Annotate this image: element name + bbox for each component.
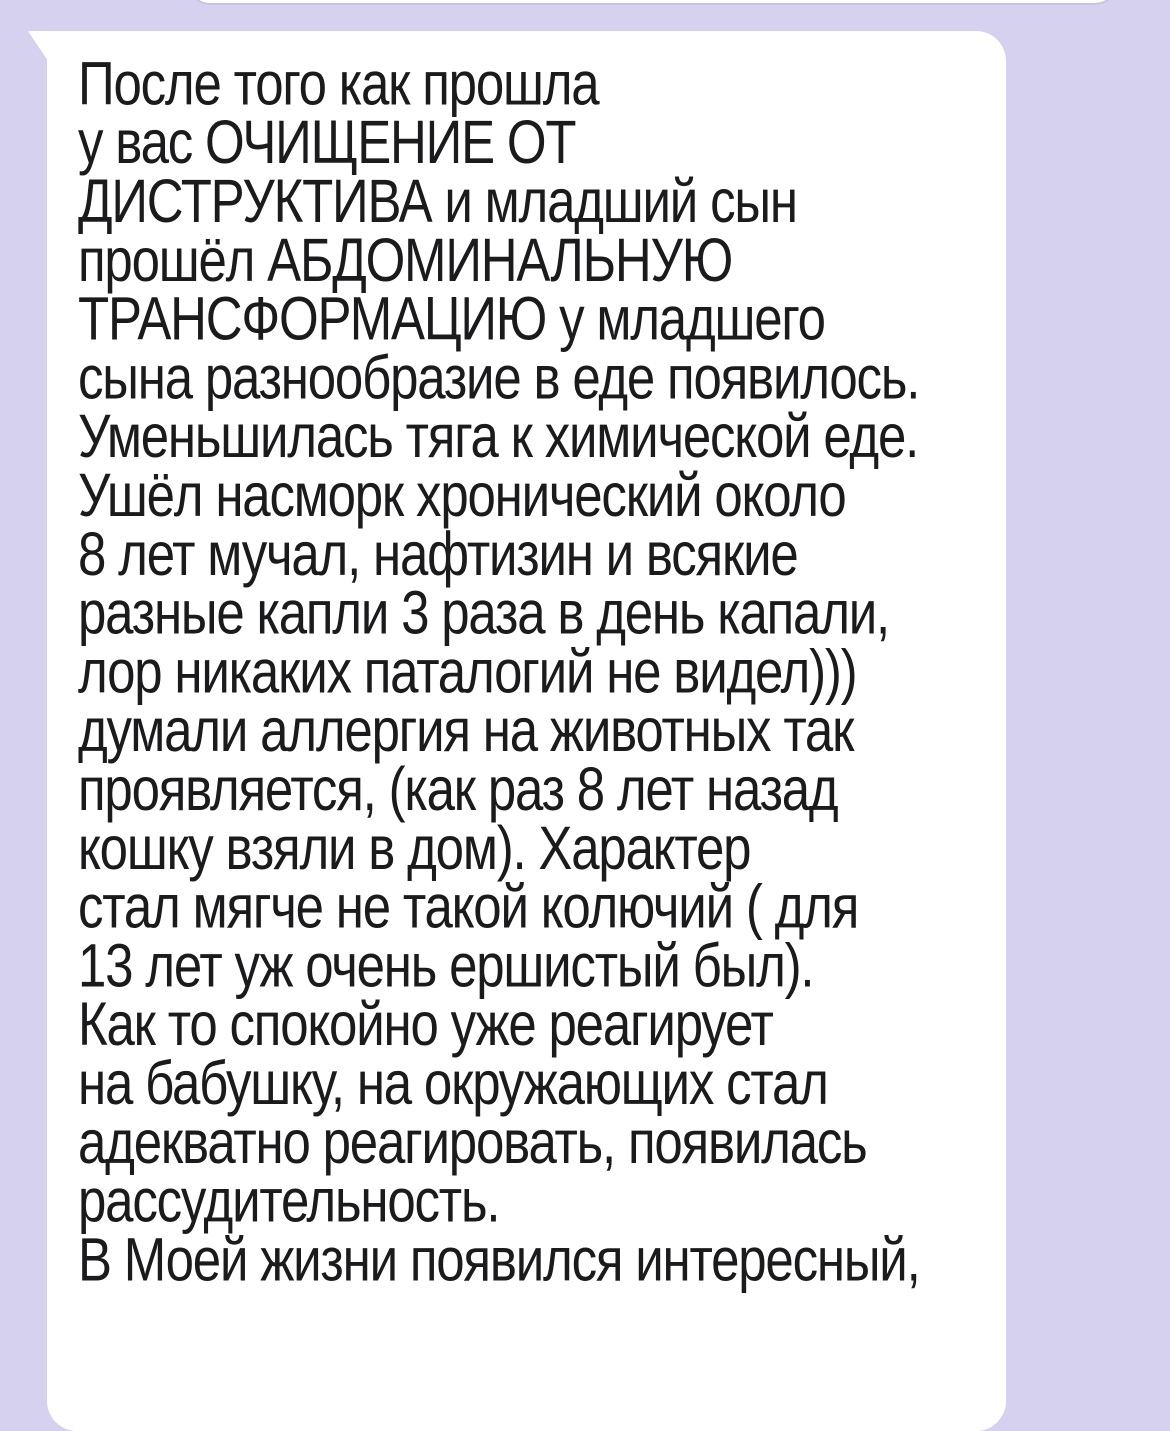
message-text [78,49,978,1294]
message-line: кошку взяли в дом). Характер [78,813,751,883]
message-line: у вас ОЧИЩЕНИЕ ОТ [78,108,576,177]
message-line: проявляется, (как раз 8 лет назад [78,754,838,824]
message-line: лор никаких паталогий не видел))) [78,637,857,706]
message-line: думали аллергия на животных так [78,696,854,765]
message-line: ДИСТРУКТИВА и младший сын [78,166,797,236]
message-line: 8 лет мучал, нафтизин и всякие [78,519,798,588]
message-line: разные капли 3 раза в день капали, [78,578,890,647]
message-line: Уменьшилась тяга к химической еде. [78,402,919,471]
previous-message-bubble[interactable] [185,0,1120,5]
message-line: Как то спокойно уже реагирует [78,990,773,1059]
message-line: 13 лет уж очень ершистый был). [78,931,814,1000]
message-line: адекватно реагировать, появилась [78,1107,867,1176]
message-line: прошёл АБДОМИНАЛЬНУЮ [78,225,733,294]
message-line: стал мягче не такой колючий ( для [78,872,859,941]
message-line: рассудительность. [78,1166,500,1235]
message-line: После того как прошла [78,49,599,118]
message-bubble[interactable] [47,31,1006,1431]
message-line: Ушёл насморк хронический около [78,460,846,530]
message-line: ТРАНСФОРМАЦИЮ у младшего [78,284,825,353]
message-line: В Моей жизни появился интересный, [78,1225,920,1294]
message-line: сына разнообразие в еде появилось. [78,343,920,412]
message-line: на бабушку, на окружающих стал [78,1048,828,1118]
bubble-tail [28,31,48,61]
